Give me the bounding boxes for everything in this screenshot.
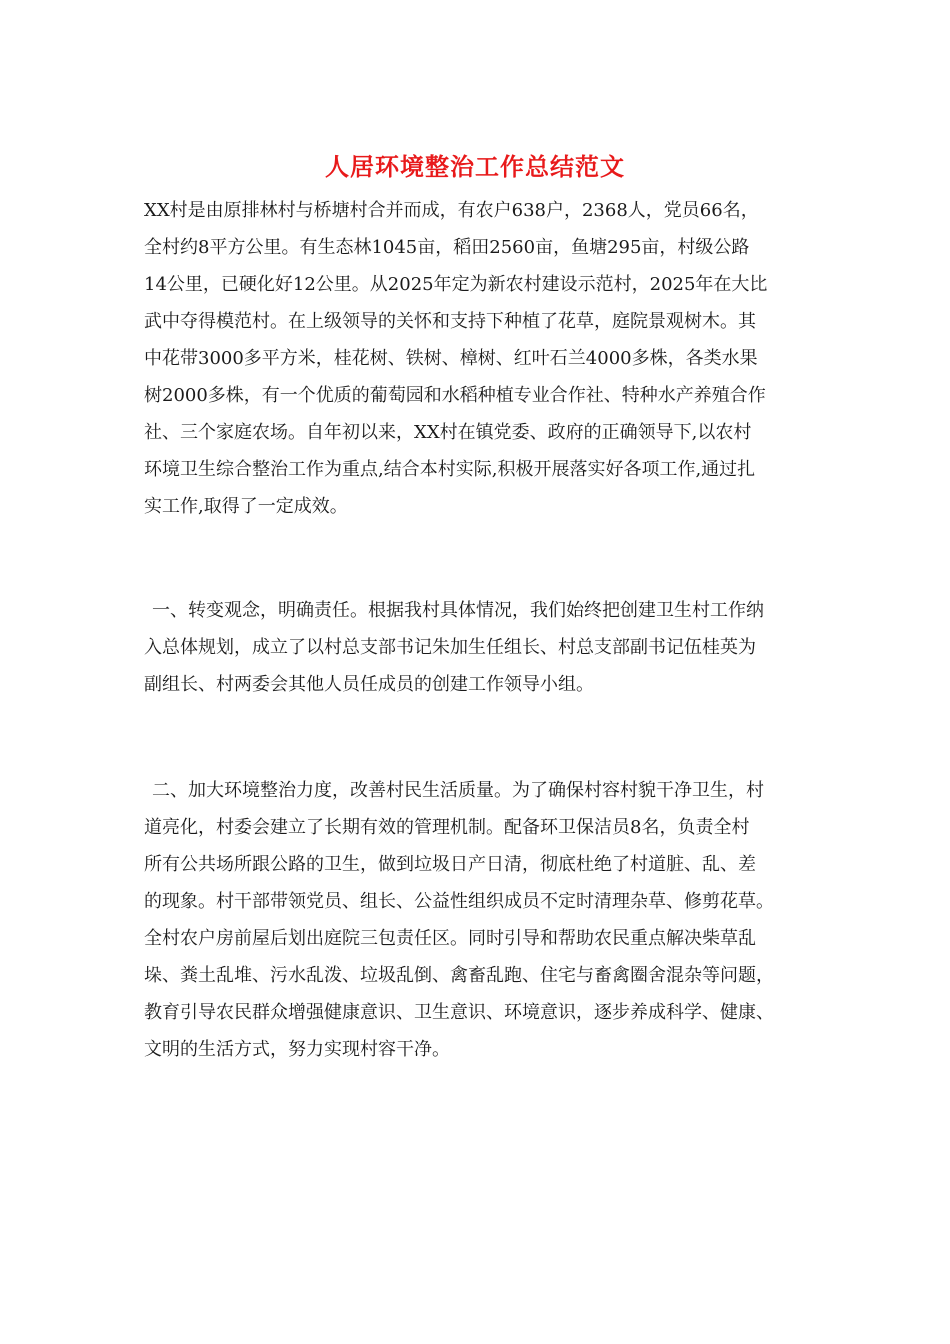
paragraph-line: 全村农户房前屋后划出庭院三包责任区。同时引导和帮助农民重点解决柴草乱 [144,928,756,949]
paragraph-line: XX村是由原排林村与桥塘村合并而成，有农户638户，2368人，党员66名， [144,200,759,221]
paragraph-intro [144,192,808,525]
paragraph-line: 全村约8平方公里。有生态林1045亩，稻田2560亩，鱼塘295亩，村级公路 [144,237,750,258]
paragraph-line: 树2000多株，有一个优质的葡萄园和水稻种植专业合作社、特种水产养殖合作 [144,385,766,406]
paragraph-line: 所有公共场所跟公路的卫生，做到垃圾日产日清，彻底杜绝了村道脏、乱、差 [144,854,756,875]
paragraph-line: 垛、粪土乱堆、污水乱泼、垃圾乱倒、禽畜乱跑、住宅与畜禽圈舍混杂等问题， [144,965,774,986]
paragraph-line: 道亮化，村委会建立了长期有效的管理机制。配备环卫保洁员8名，负责全村 [144,817,750,838]
paragraph-line: 副组长、村两委会其他人员任成员的创建工作领导小组。 [144,674,594,695]
paragraph-line: 教育引导农民群众增强健康意识、卫生意识、环境意识，逐步养成科学、健康、 [144,1002,774,1023]
paragraph-section-2 [144,772,808,1068]
document-title: 人居环境整治工作总结范文 [325,152,625,181]
paragraph-line: 的现象。村干部带领党员、组长、公益性组织成员不定时清理杂草、修剪花草。 [144,891,774,912]
paragraph-line: 二、加大环境整治力度，改善村民生活质量。为了确保村容村貌干净卫生，村 [152,780,764,801]
paragraph-section-1 [144,592,808,703]
paragraph-line: 一、转变观念，明确责任。根据我村具体情况，我们始终把创建卫生村工作纳 [152,600,764,621]
paragraph-line: 社、三个家庭农场。自年初以来，XX村在镇党委、政府的正确领导下,以农村 [144,422,752,443]
paragraph-line: 中花带3000多平方米，桂花树、铁树、樟树、红叶石兰4000多株，各类水果 [144,348,758,369]
paragraph-line: 文明的生活方式，努力实现村容干净。 [144,1039,450,1060]
paragraph-line: 环境卫生综合整治工作为重点,结合本村实际,积极开展落实好各项工作,通过扎 [144,459,756,480]
paragraph-line: 14公里，已硬化好12公里。从2025年定为新农村建设示范村，2025年在大比 [144,274,768,295]
paragraph-line: 实工作,取得了一定成效。 [144,496,348,517]
paragraph-line: 武中夺得模范村。在上级领导的关怀和支持下种植了花草，庭院景观树木。其 [144,311,756,332]
paragraph-line: 入总体规划，成立了以村总支部书记朱加生任组长、村总支部副书记伍桂英为 [144,637,756,658]
